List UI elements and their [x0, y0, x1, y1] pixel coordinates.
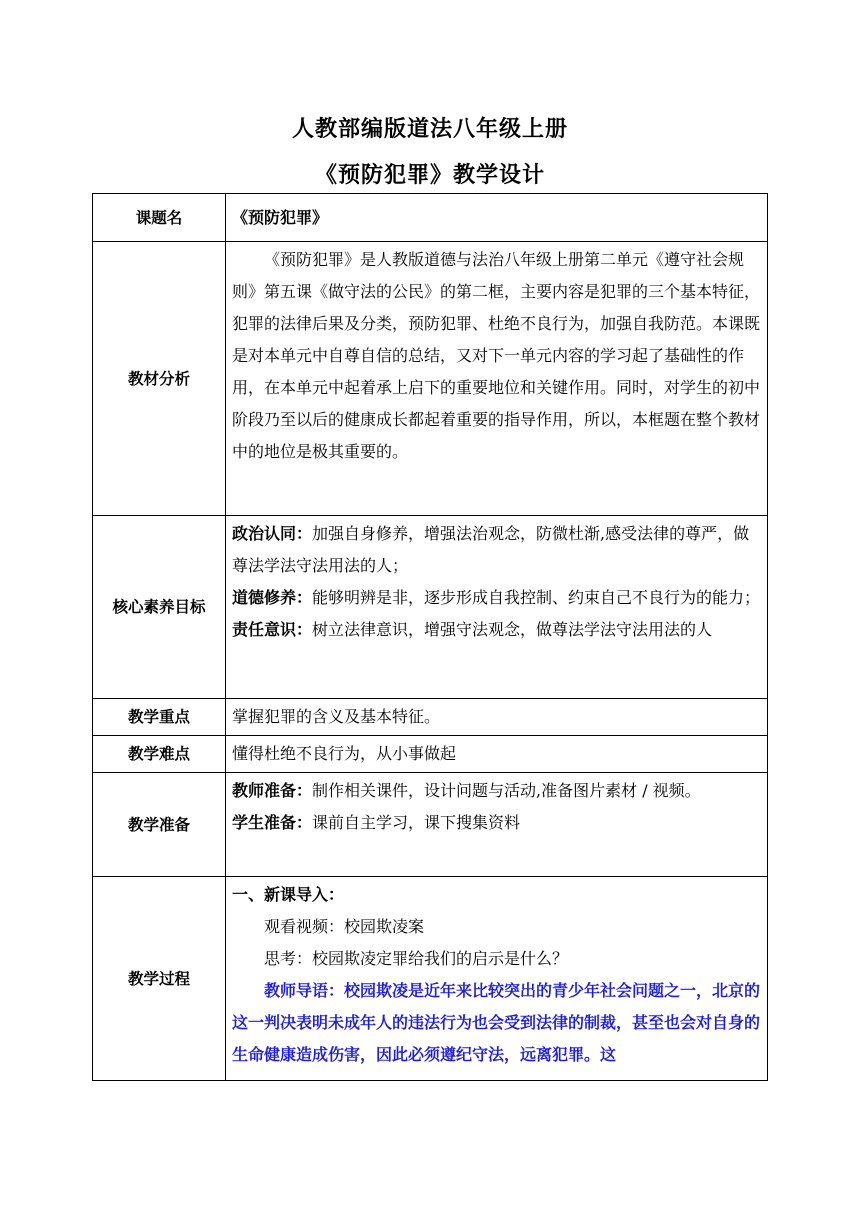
value-key-point: 掌握犯罪的含义及基本特征。	[226, 699, 768, 736]
label-process: 教学过程	[93, 877, 226, 1081]
prep-text: 制作相关课件，设计问题与活动,准备图片素材 / 视频。	[312, 781, 701, 800]
document-title: 人教部编版道法八年级上册	[291, 117, 568, 142]
process-video: 观看视频：校园欺凌案	[264, 917, 425, 936]
label-analysis: 教材分析	[93, 242, 226, 516]
process-section-heading: 一、新课导入：	[232, 885, 345, 904]
value-preparation	[226, 773, 768, 877]
value-difficulty: 懂得杜绝不良行为，从小事做起	[226, 736, 768, 773]
goal-text: 加强自身修养，增强法治观念，防微杜渐,感受法律的尊严，做尊法学法守法用法的人；	[232, 524, 750, 575]
process-think: 思考：校园欺凌定罪给我们的启示是什么？	[264, 949, 569, 968]
goal-moral	[232, 582, 761, 614]
goal-responsibility	[232, 614, 761, 646]
row-analysis	[93, 242, 768, 516]
document-subtitle: 《预防犯罪》教学设计	[314, 163, 545, 188]
prep-teacher	[232, 775, 761, 807]
row-goals	[93, 516, 768, 699]
row-topic	[93, 194, 768, 242]
prep-text: 课前自主学习，课下搜集资料	[312, 813, 521, 832]
label-topic: 课题名	[93, 194, 226, 242]
prep-key: 教师准备：	[232, 781, 313, 800]
goal-political	[232, 518, 761, 582]
label-key-point: 教学重点	[93, 699, 226, 736]
value-process	[226, 877, 768, 1081]
value-goals	[226, 516, 768, 699]
goal-text: 树立法律意识，增强守法观念，做尊法学法守法用法的人	[312, 620, 713, 639]
lesson-plan-table	[92, 193, 768, 1081]
row-preparation	[93, 773, 768, 877]
row-process	[93, 877, 768, 1081]
analysis-text: 《预防犯罪》是人教版道德与法治八年级上册第二单元《遵守社会规则》第五课《做守法的公民》的第二框，主要内容是犯罪的三个基本特征，犯罪的法律后果及分类，预防犯罪、杜绝不良行为，加强自我防范。本课既是对本单元中自尊自信的总结，又对下一单元内容的学习起了基础性的作用，在本单元中起着承上启下的重要地位和关键作用。同时，对学生的初中阶段乃至以后的健康成长都起着重要的指导作用，所以，本框题在整个教材中的地位是极其重要的。	[232, 250, 761, 461]
process-teacher-guide: 教师导语：校园欺凌是近年来比较突出的青少年社会问题之一，北京的这一判决表明未成年人的违法行为也会受到法律的制裁，甚至也会对自身的生命健康造成伤害，因此必须遵纪守法，远离犯罪。这	[232, 981, 761, 1064]
row-key-point	[93, 699, 768, 736]
goal-text: 能够明辨是非，逐步形成自我控制、约束自己不良行为的能力；	[312, 588, 761, 607]
row-difficulty	[93, 736, 768, 773]
value-analysis	[226, 242, 768, 516]
goal-key: 政治认同：	[232, 524, 313, 543]
prep-student	[232, 807, 761, 839]
label-goals: 核心素养目标	[93, 516, 226, 699]
label-difficulty: 教学难点	[93, 736, 226, 773]
value-topic: 《预防犯罪》	[226, 194, 768, 242]
goal-key: 责任意识：	[232, 620, 313, 639]
prep-key: 学生准备：	[232, 813, 313, 832]
goal-key: 道德修养：	[232, 588, 313, 607]
label-preparation: 教学准备	[93, 773, 226, 877]
